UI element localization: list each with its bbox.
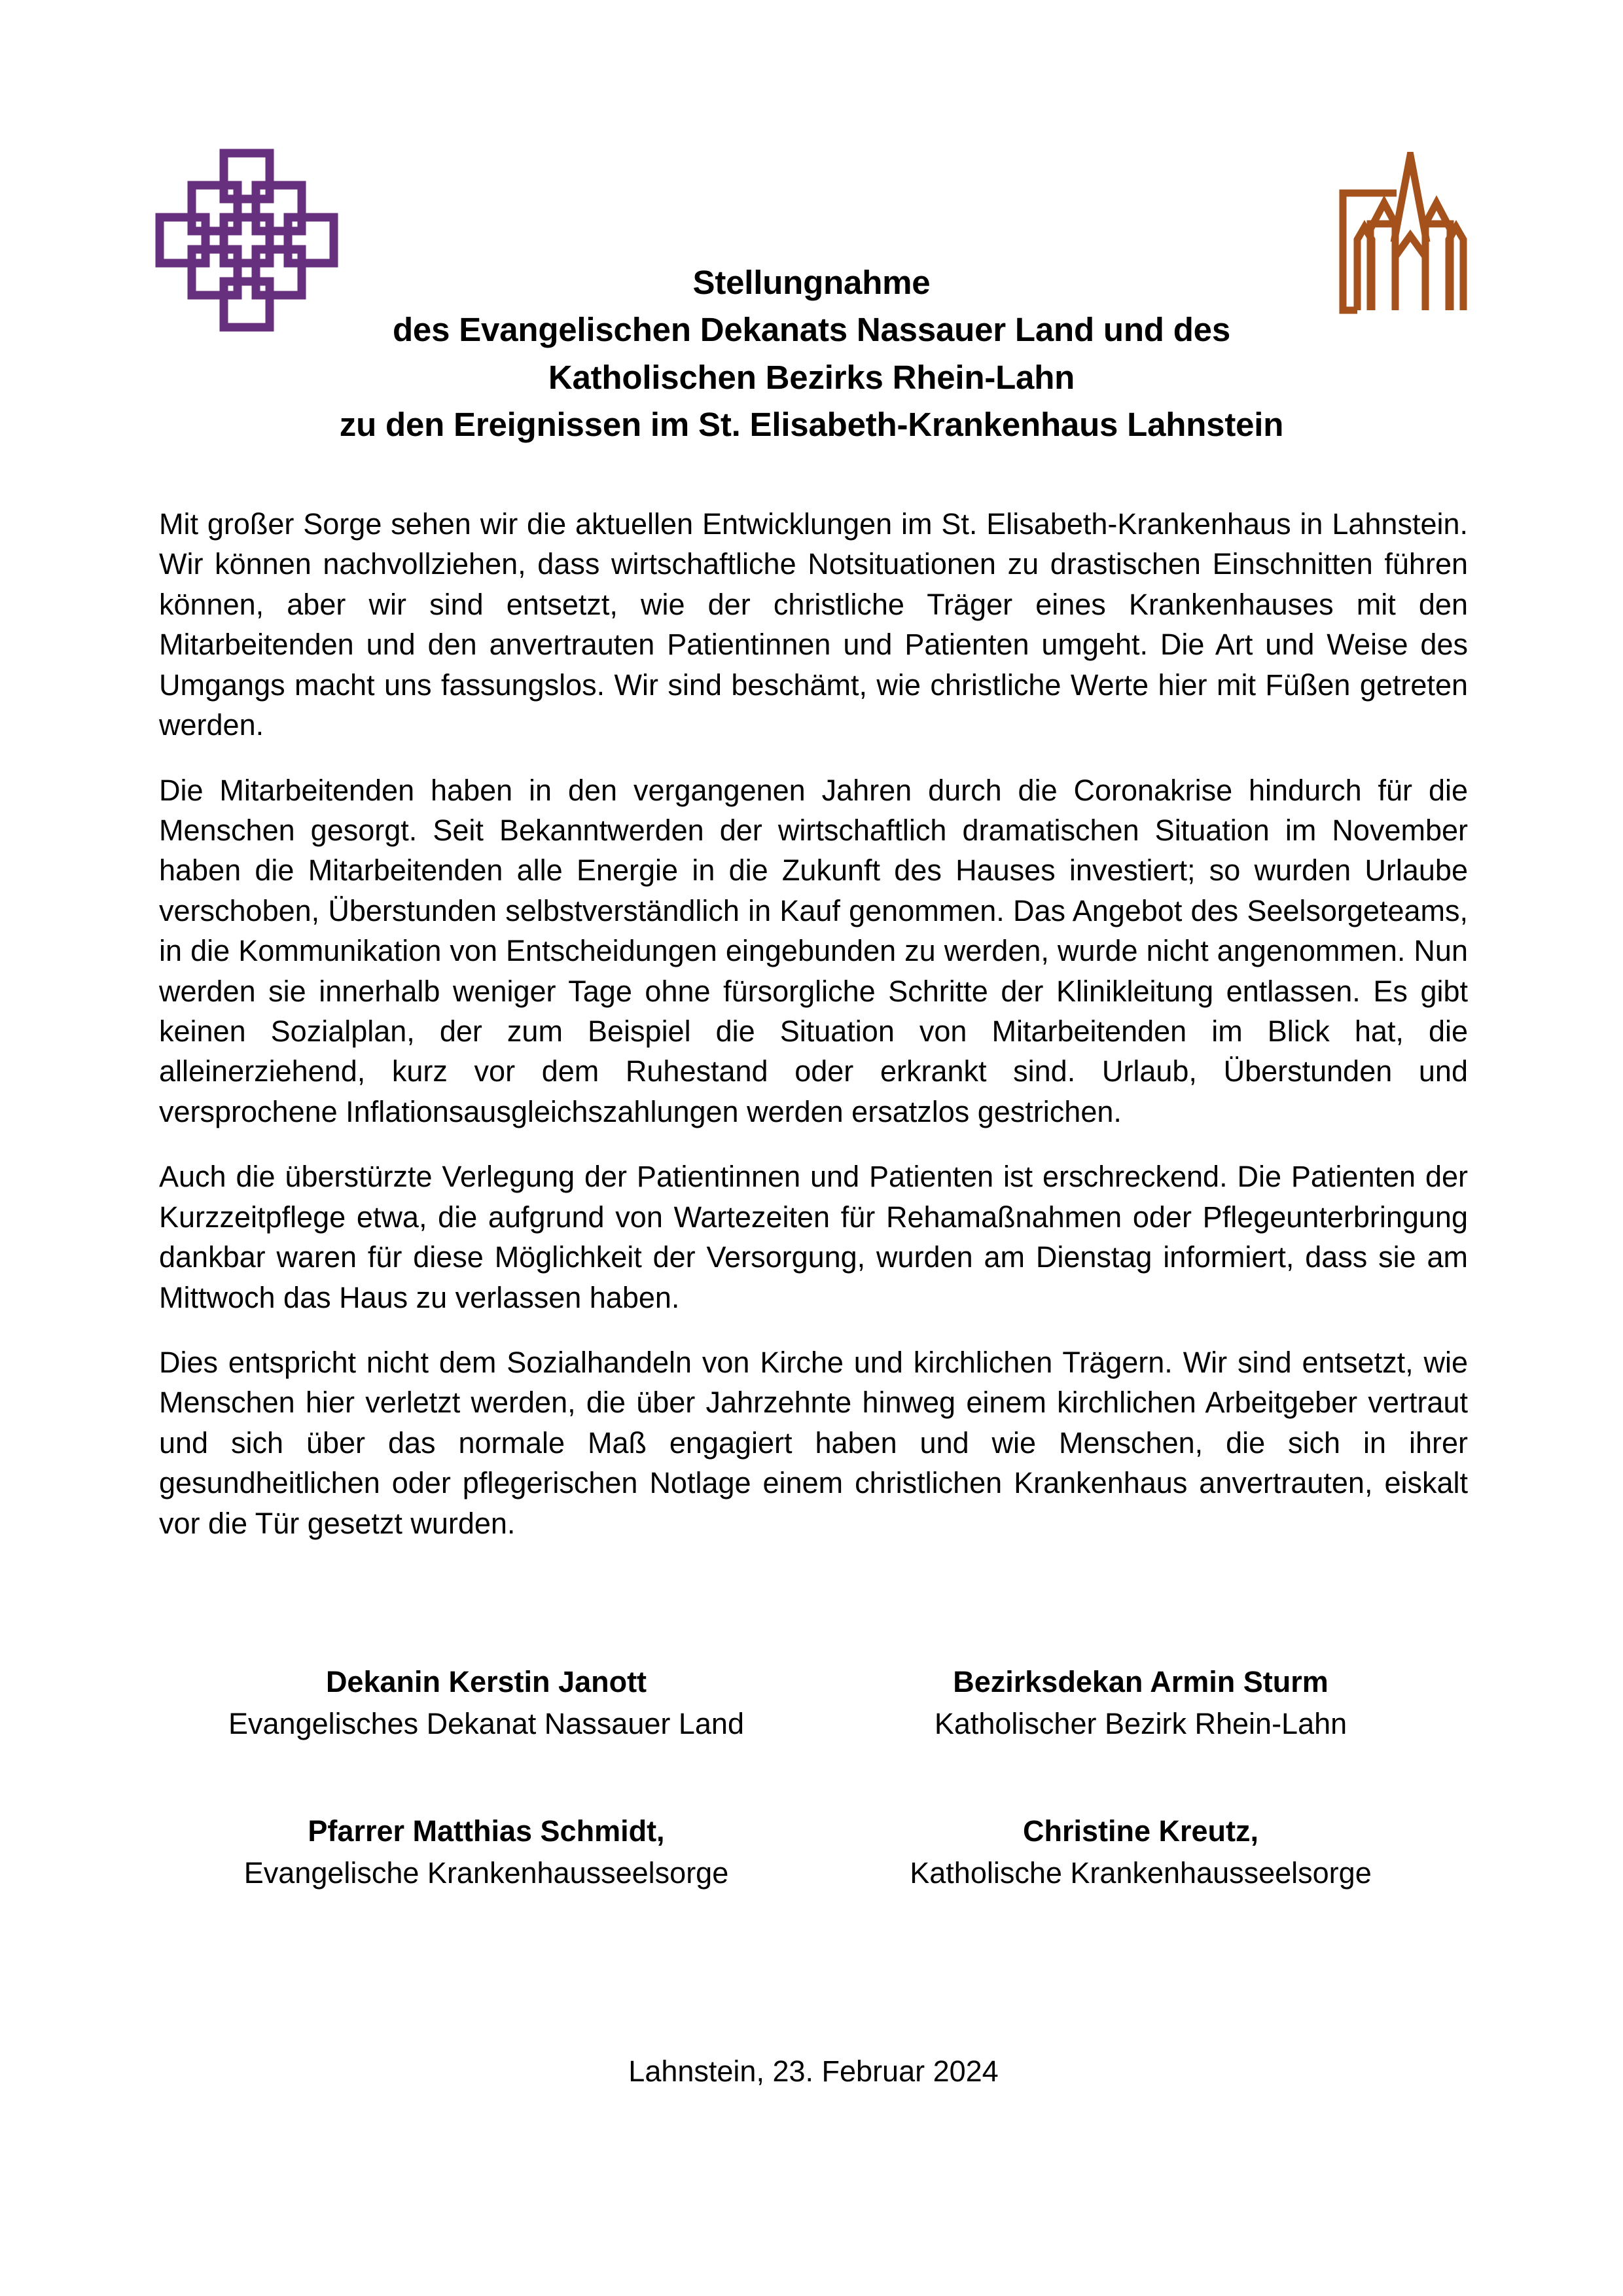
- signature-left-2: [159, 1810, 813, 1894]
- title-line-1: Stellungnahme: [692, 264, 931, 301]
- signature-row: [159, 1810, 1468, 1894]
- signature-org: Katholischer Bezirk Rhein-Lahn: [934, 1706, 1347, 1740]
- paragraph-4: Dies entspricht nicht dem Sozialhandeln von Kirche und kirchlichen Trägern. Wir sind entsetzt, wie Menschen hier verletzt werden, die über Jahrzehnte hinweg einem kirchlichen Arbeitgeber vertraut und sich über das normale Maß engagiert haben und wie Menschen, die sich in ihrer gesundheitlichen oder pflegerischen Notlage einem christlichen Krankenhaus anvertrauten, eiskalt vor die Tür gesetzt wurden.: [159, 1346, 1468, 1540]
- paragraph-1: Mit großer Sorge sehen wir die aktuellen Entwicklungen im St. Elisabeth-Krankenhaus in Lahnstein. Wir können nachvollziehen, dass wirtschaftliche Notsituationen zu drastischen Einschnitten führen können, aber wir sind entsetzt, wie der christliche Träger eines Krankenhauses mit den Mitarbeitenden und den anvertrauten Patientinnen und Patienten umgeht. Die Art und Weise des Umgangs macht uns fassungslos. Wir sind beschämt, wie christliche Werte hier mit Füßen getreten werden.: [159, 507, 1468, 742]
- paragraph-3: Auch die überstürzte Verlegung der Patientinnen und Patienten ist erschreckend. Die Patienten der Kurzzeitpflege etwa, die aufgrund von Wartezeiten für Rehamaßnahmen oder Pflegeunterbringung dankbar waren für diese Möglichkeit der Versorgung, wurden am Dienstag informiert, dass sie am Mittwoch das Haus zu verlassen haben.: [159, 1160, 1468, 1314]
- paragraph-2: Die Mitarbeitenden haben in den vergangenen Jahren durch die Coronakrise hindurch für die Menschen gesorgt. Seit Bekanntwerden der wirtschaftlich dramatischen Situation im November haben die Mitarbeitenden alle Energie in die Zukunft des Hauses investiert; so wurden Urlaube verschoben, Überstunden selbstverständlich in Kauf genommen. Das Angebot des Seelsorgeteams, in die Kommunikation von Entscheidungen eingebunden zu werden, wurde nicht angenommen. Nun werden sie innerhalb weniger Tage ohne fürsorgliche Schritte der Klinikleitung entlassen. Es gibt keinen Sozialplan, der zum Beispiel die Situation von Mitarbeitenden im Blick hat, die alleinerziehend, kurz vor dem Ruhestand oder erkrankt sind. Urlaub, Überstunden und versprochene Inflationsausgleichszahlungen werden ersatzlos gestrichen.: [159, 773, 1468, 1128]
- signature-name: Bezirksdekan Armin Sturm: [953, 1665, 1329, 1698]
- signature-name: Dekanin Kerstin Janott: [325, 1665, 647, 1698]
- signature-right-2: [813, 1810, 1468, 1894]
- signature-left-1: [159, 1661, 813, 1745]
- signature-row: [159, 1661, 1468, 1745]
- signature-org: Evangelische Krankenhausseelsorge: [243, 1856, 729, 1890]
- date-line: Lahnstein, 23. Februar 2024: [628, 2054, 999, 2088]
- title-line-4: zu den Ereignissen im St. Elisabeth-Krankenhaus Lahnstein: [339, 406, 1284, 444]
- signature-org: Evangelisches Dekanat Nassauer Land: [228, 1706, 744, 1740]
- signature-name: Pfarrer Matthias Schmidt,: [308, 1814, 665, 1848]
- body-text: [159, 504, 1468, 1543]
- title-line-3: Katholischen Bezirks Rhein-Lahn: [548, 358, 1075, 396]
- signature-org: Katholische Krankenhausseelsorge: [910, 1856, 1372, 1890]
- signature-name: Christine Kreutz,: [1022, 1814, 1259, 1848]
- page-title: [151, 259, 1472, 449]
- signature-block: [159, 1661, 1468, 1894]
- title-line-2: des Evangelischen Dekanats Nassauer Land und des: [392, 311, 1231, 349]
- signature-right-1: [813, 1661, 1468, 1745]
